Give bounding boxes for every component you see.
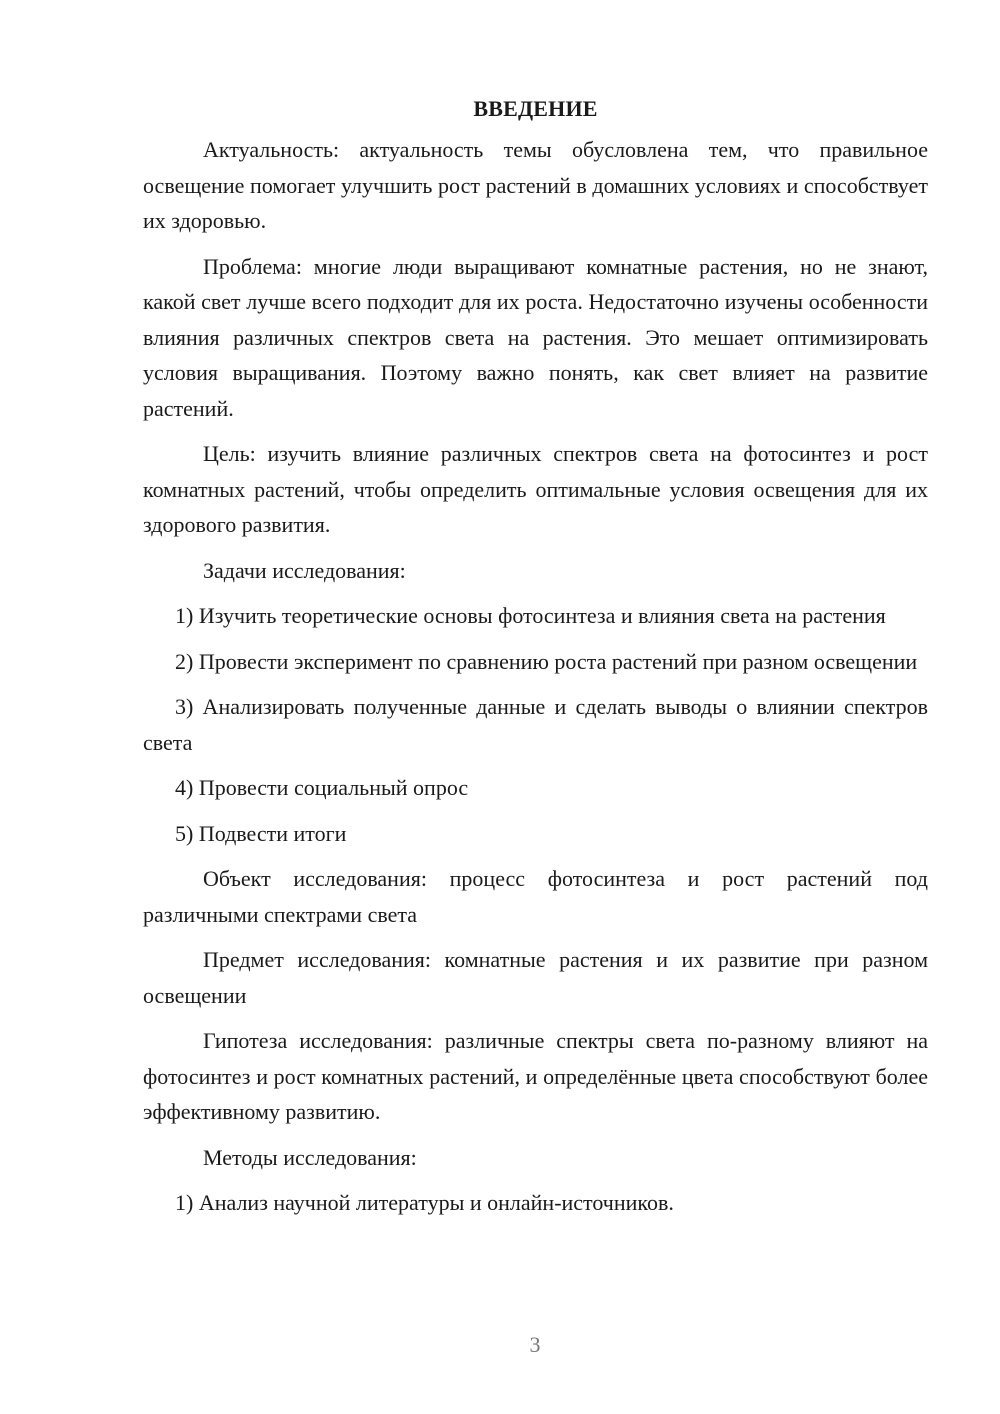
tasks-heading: Задачи исследования: [203, 557, 406, 583]
task-item-4: 4) Провести социальный опрос [175, 775, 469, 800]
object-paragraph: Объект исследования: процесс фотосинтеза и рост растений под различными спектрами света [143, 866, 928, 927]
methods-heading: Методы исследования: [203, 1144, 417, 1170]
relevance-paragraph: Актуальность: актуальность темы обусловлена тем, что правильное освещение помогает улучшить рост растений в домашних условиях и способствует их здоровью. [143, 137, 928, 233]
task-item-3: 3) Анализировать полученные данные и сделать выводы о влиянии спектров света [143, 694, 928, 755]
problem-paragraph: Проблема: многие люди выращивают комнатные растения, но не знают, какой свет лучше всего подходит для их роста. Недостаточно изучены особенности влияния различных спектров света на растения. Это мешает оптимизировать условия выращивания. Поэтому важно понять, как свет влияет на развитие растений. [143, 253, 928, 421]
goal-paragraph: Цель: изучить влияние различных спектров света на фотосинтез и рост комнатных растений, чтобы определить оптимальные условия освещения для их здорового развития. [143, 441, 928, 537]
hypothesis-paragraph: Гипотеза исследования: различные спектры света по-разному влияют на фотосинтез и рост комнатных растений, и определённые цвета способствуют более эффективному развитию. [143, 1028, 928, 1124]
document-page [143, 92, 928, 1231]
method-item-1: 1) Анализ научной литературы и онлайн-источников. [175, 1190, 674, 1215]
task-item-5: 5) Подвести итоги [175, 820, 347, 846]
task-item-1: 1) Изучить теоретические основы фотосинтеза и влияния света на растения [175, 603, 886, 628]
task-item-2: 2) Провести эксперимент по сравнению роста растений при разном освещении [175, 648, 918, 674]
page-number: 3 [529, 1332, 541, 1357]
page-title: ВВЕДЕНИЕ [473, 96, 598, 121]
subject-paragraph: Предмет исследования: комнатные растения и их развитие при разном освещении [143, 947, 928, 1008]
